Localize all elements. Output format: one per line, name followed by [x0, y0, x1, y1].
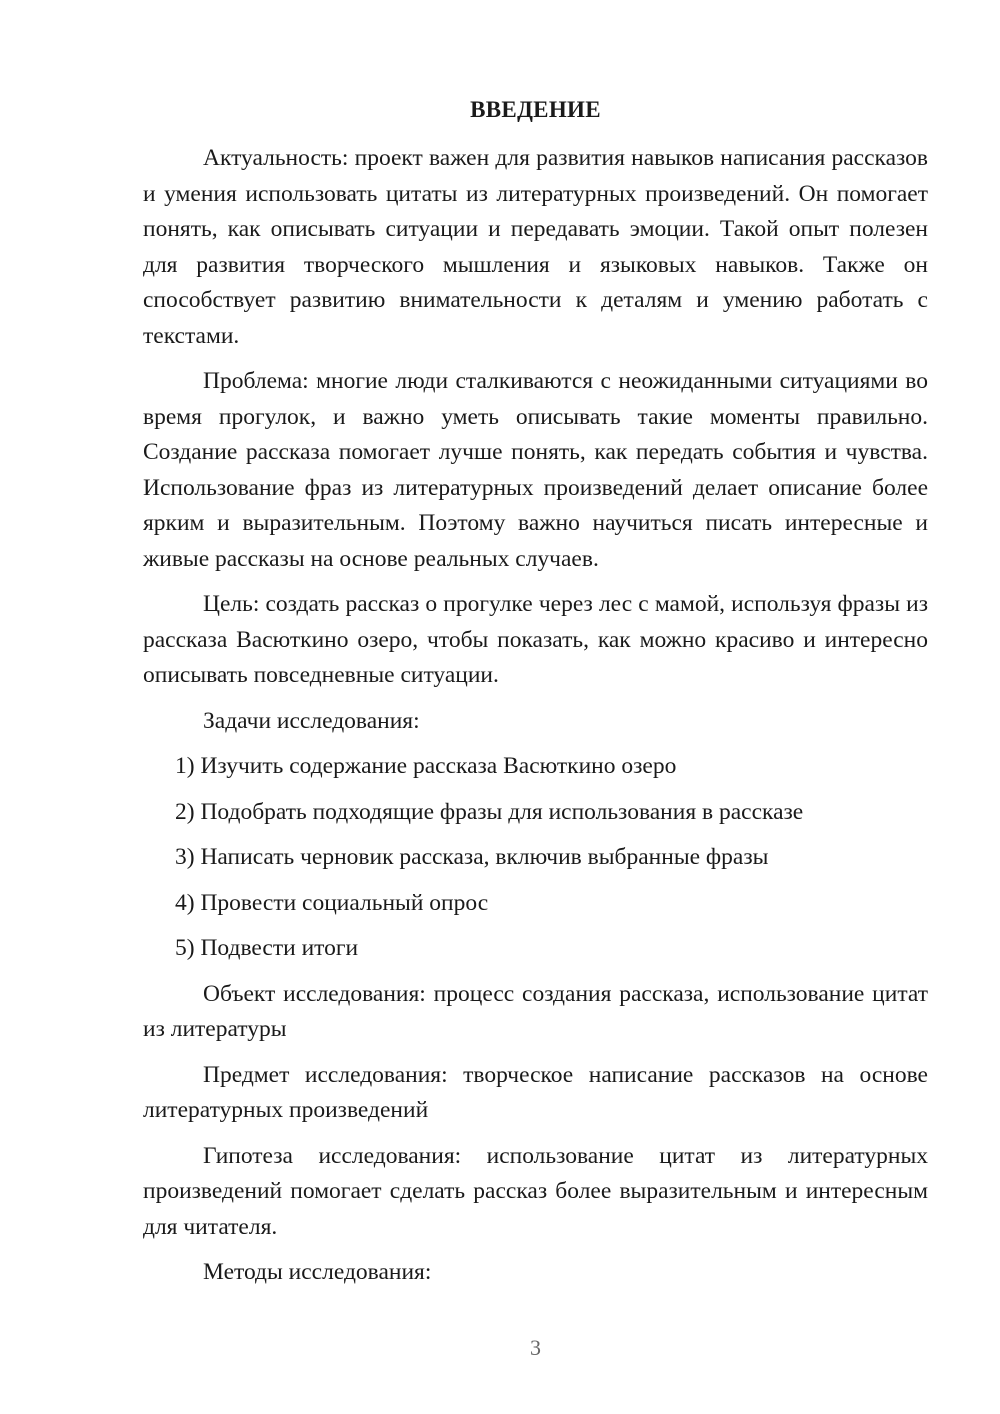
- tasks-list: [143, 749, 928, 967]
- methods-heading: Методы исследования:: [203, 1259, 432, 1285]
- page-number: 3: [530, 1335, 541, 1360]
- document-page: [143, 0, 928, 1414]
- list-item: 1) Изучить содержание рассказа Васюткино озеро: [175, 753, 677, 779]
- list-item: 5) Подвести итоги: [175, 935, 359, 961]
- problem-paragraph: Проблема: многие люди сталкиваются с неожиданными ситуациями во время прогулок, и важно уметь описывать такие моменты правильно. Создание рассказа помогает лучше понять, как передать события и чувства. Использование фраз из литературных произведений делает описание более ярким и выразительным. Поэтому важно научиться писать интересные и живые рассказы на основе реальных случаев.: [143, 368, 928, 572]
- relevance-paragraph: Актуальность: проект важен для развития навыков написания рассказов и умения использовать цитаты из литературных произведений. Он помогает понять, как описывать ситуации и передавать эмоции. Такой опыт полезен для развития творческого мышления и языковых навыков. Также он способствует развитию внимательности к деталям и умению работать с текстами.: [143, 145, 928, 349]
- hypothesis-paragraph: Гипотеза исследования: использование цитат из литературных произведений помогает сделать рассказ более выразительным и интересным для читателя.: [143, 1142, 928, 1240]
- tasks-heading: Задачи исследования:: [203, 707, 420, 734]
- list-item: 4) Провести социальный опрос: [175, 889, 489, 916]
- goal-paragraph: Цель: создать рассказ о прогулке через лес с мамой, используя фразы из рассказа Васюткино озеро, чтобы показать, как можно красиво и интересно описывать повседневные ситуации.: [143, 591, 928, 688]
- list-item: 2) Подобрать подходящие фразы для использования в рассказе: [175, 798, 804, 825]
- document-body: [143, 141, 928, 1301]
- object-paragraph: Объект исследования: процесс создания рассказа, использование цитат из литературы: [143, 980, 928, 1042]
- section-title: ВВЕДЕНИЕ: [470, 97, 601, 122]
- subject-paragraph: Предмет исследования: творческое написание рассказов на основе литературных произведений: [143, 1061, 928, 1123]
- list-item: 3) Написать черновик рассказа, включив выбранные фразы: [175, 844, 769, 870]
